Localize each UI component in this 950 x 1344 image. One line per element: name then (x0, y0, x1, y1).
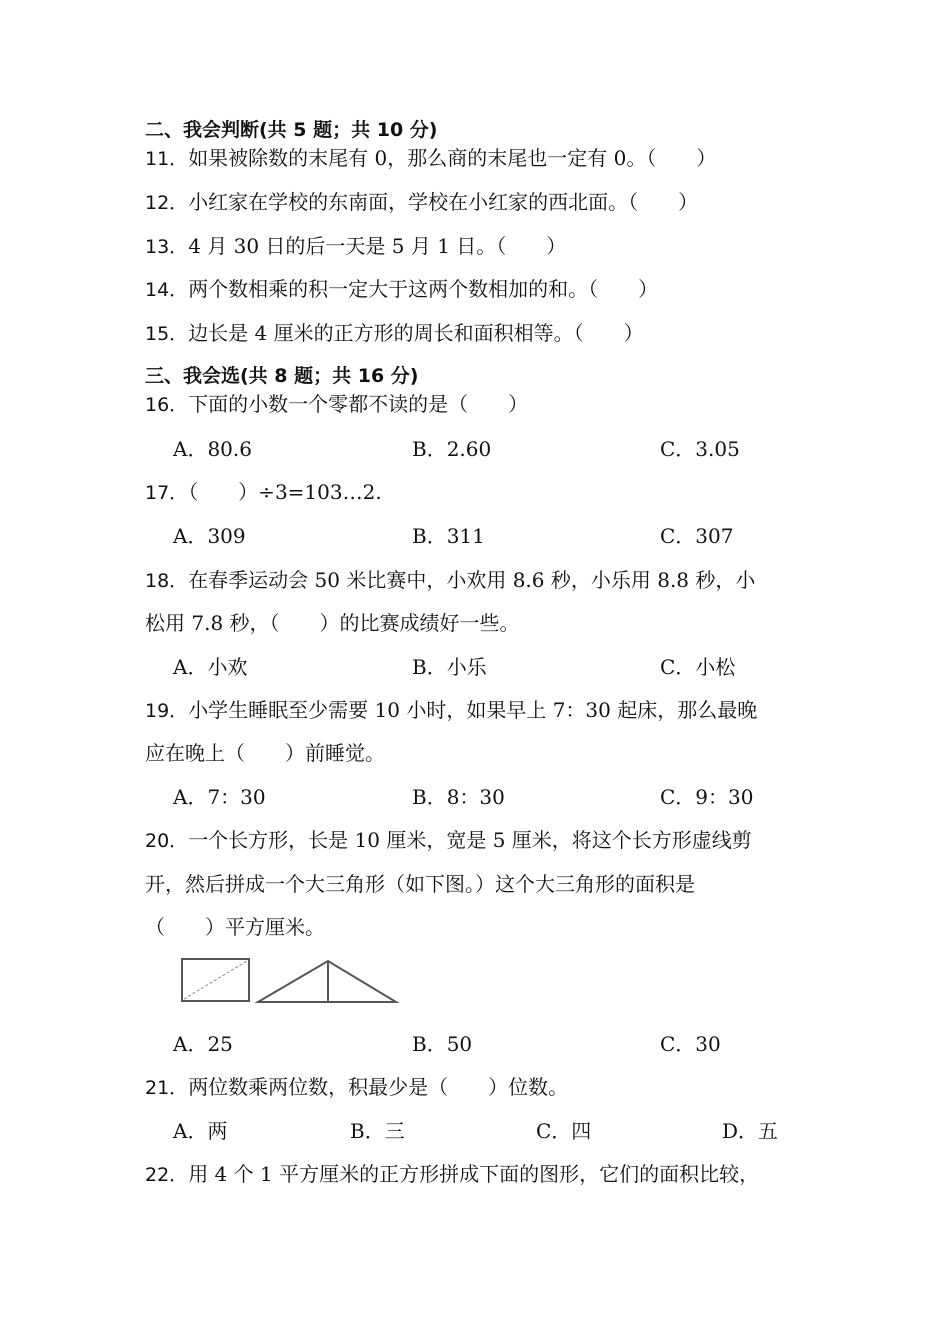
option-c[interactable]: C．307 (660, 524, 734, 548)
question-text: 两位数乘两位数，积最少是（ ）位数。 (188, 1075, 569, 1099)
question-18-line-2: 松用 7.8 秒，（ ）的比赛成绩好一些。 (145, 611, 520, 635)
question-15 (145, 320, 644, 347)
section-heading-choose: 三、我会选(共 8 题；共 16 分) (145, 365, 419, 387)
question-20 (145, 827, 752, 854)
question-text: 下面的小数一个零都不读的是（ ） (188, 392, 529, 416)
question-20-line-3: （ ）平方厘米。 (145, 915, 325, 939)
option-b[interactable]: B．311 (412, 524, 485, 548)
question-18 (145, 567, 755, 594)
rectangle-diagonal-cut (184, 961, 247, 999)
question-text: 边长是 4 厘米的正方形的周长和面积相等。（ ） (188, 321, 644, 345)
question-number: 19． (145, 700, 189, 722)
question-text: 用 4 个 1 平方厘米的正方形拼成下面的图形，它们的面积比较， (188, 1162, 760, 1186)
question-22 (145, 1161, 759, 1188)
option-c[interactable]: C．9：30 (660, 785, 754, 809)
option-c[interactable]: C．小松 (660, 655, 736, 679)
question-text: （ ）÷3=103…2. (188, 480, 382, 504)
question-number: 11． (145, 148, 189, 170)
question-11 (145, 145, 716, 172)
question-21 (145, 1074, 568, 1101)
question-number: 17． (145, 482, 189, 504)
question-number: 20． (145, 830, 189, 852)
question-number: 15． (145, 323, 189, 345)
option-b[interactable]: B．三 (350, 1119, 405, 1143)
rectangle-triangle-figure (178, 955, 400, 1011)
options-18 (145, 654, 825, 680)
option-c[interactable]: C．30 (660, 1032, 721, 1056)
question-17 (145, 479, 382, 506)
option-a[interactable]: A．两 (173, 1119, 228, 1143)
question-12 (145, 189, 698, 216)
question-19-line-2: 应在晚上（ ）前睡觉。 (145, 741, 385, 765)
question-text: 在春季运动会 50 米比赛中，小欢用 8.6 秒，小乐用 8.8 秒，小 (188, 568, 756, 592)
question-16 (145, 391, 528, 418)
options-17 (145, 523, 825, 549)
option-b[interactable]: B．50 (412, 1032, 473, 1056)
options-20 (145, 1031, 825, 1057)
question-text: 小红家在学校的东南面，学校在小红家的西北面。（ ） (188, 190, 699, 214)
question-text: 一个长方形，长是 10 厘米，宽是 5 厘米，将这个长方形虚线剪 (188, 828, 752, 852)
question-number: 12． (145, 192, 189, 214)
question-text: 如果被除数的末尾有 0，那么商的末尾也一定有 0。（ ） (188, 146, 717, 170)
question-number: 13． (145, 236, 189, 258)
question-20-line-2: 开，然后拼成一个大三角形（如下图。）这个大三角形的面积是 (145, 872, 695, 896)
option-d[interactable]: D．五 (722, 1119, 779, 1143)
question-text: 4 月 30 日的后一天是 5 月 1 日。（ ） (188, 234, 567, 258)
option-a[interactable]: A．309 (173, 524, 246, 548)
question-number: 16． (145, 394, 189, 416)
option-b[interactable]: B．8：30 (412, 785, 505, 809)
question-19 (145, 697, 757, 724)
question-text: 小学生睡眠至少需要 10 小时，如果早上 7：30 起床，那么最晚 (188, 698, 758, 722)
option-c[interactable]: C．3.05 (660, 437, 740, 461)
options-19 (145, 784, 825, 810)
question-number: 18． (145, 570, 189, 592)
options-21 (145, 1118, 825, 1144)
question-number: 14． (145, 279, 189, 301)
option-a[interactable]: A．80.6 (173, 437, 252, 461)
option-b[interactable]: B．2.60 (412, 437, 492, 461)
option-c[interactable]: C．四 (536, 1119, 592, 1143)
question-number: 22． (145, 1164, 189, 1186)
options-16 (145, 436, 825, 462)
question-text: 两个数相乘的积一定大于这两个数相加的和。（ ） (188, 277, 659, 301)
option-b[interactable]: B．小乐 (412, 655, 487, 679)
question-14 (145, 276, 658, 303)
question-number: 21． (145, 1077, 189, 1099)
question-13 (145, 233, 566, 260)
option-a[interactable]: A．小欢 (173, 655, 248, 679)
section-heading-judge: 二、我会判断(共 5 题；共 10 分) (145, 119, 438, 141)
option-a[interactable]: A．25 (173, 1032, 233, 1056)
option-a[interactable]: A．7：30 (173, 785, 266, 809)
